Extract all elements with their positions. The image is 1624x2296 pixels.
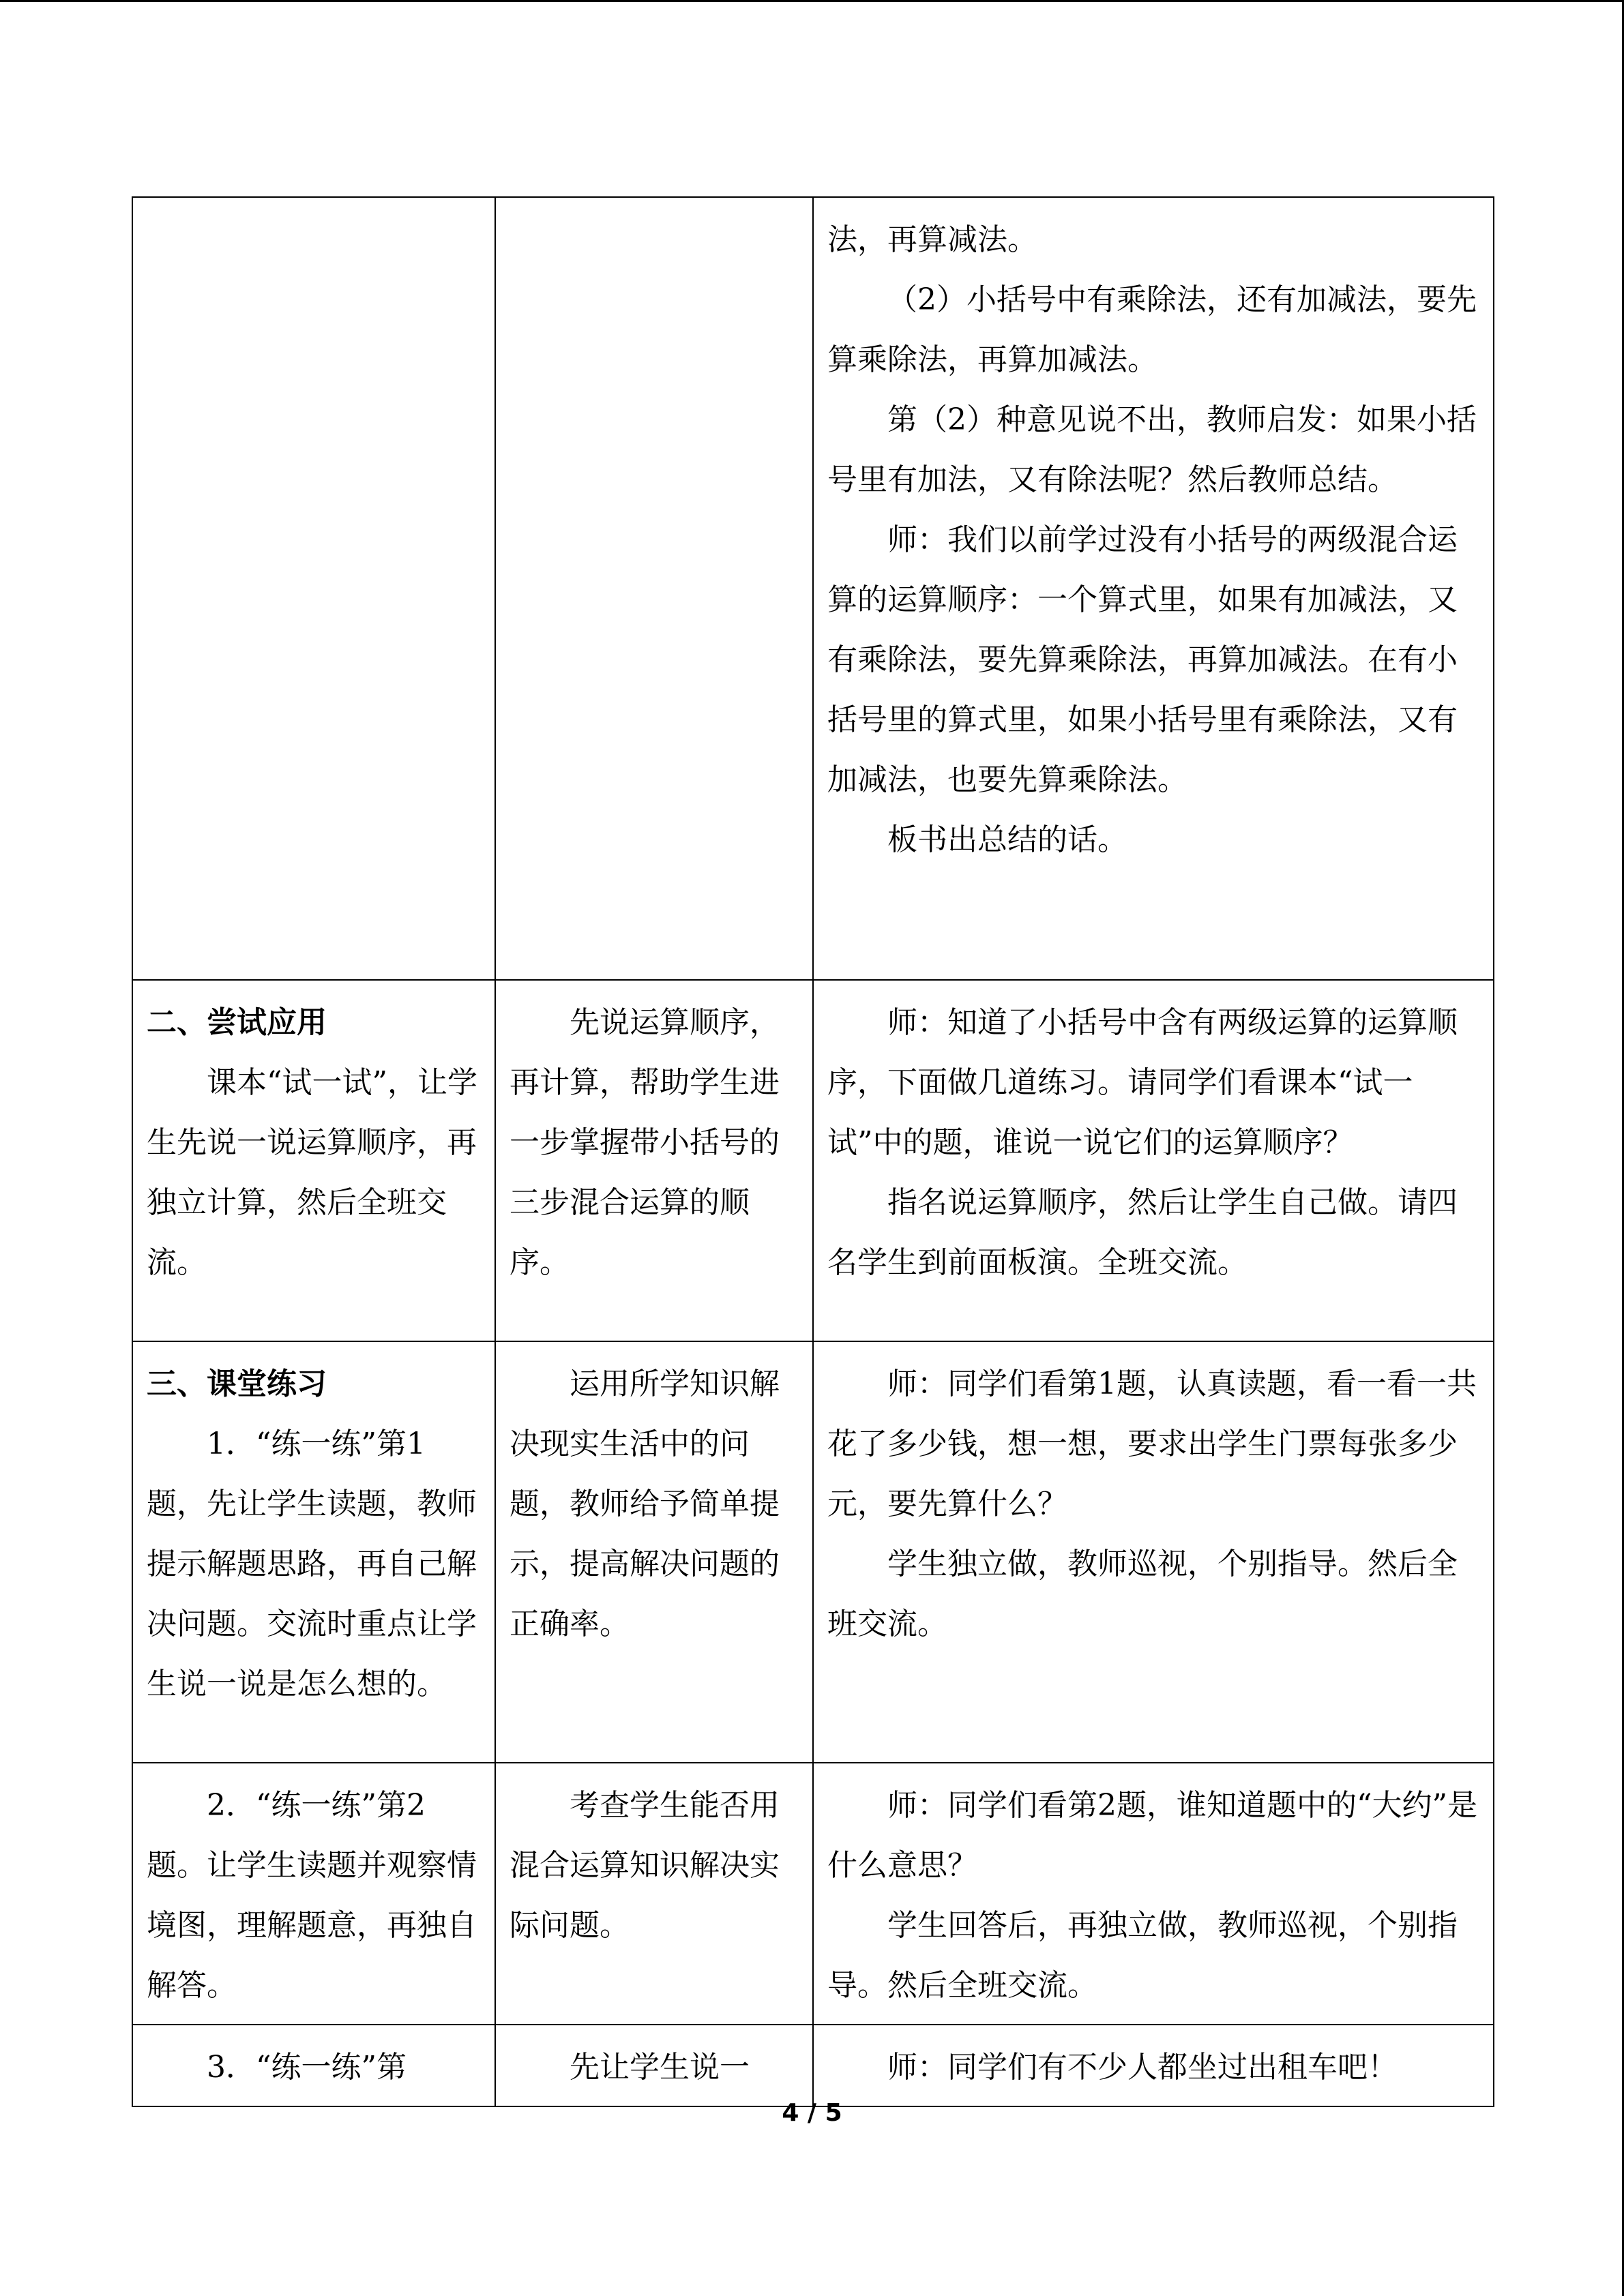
teacher-activity-cell — [813, 197, 1494, 980]
design-intent-cell — [495, 1763, 813, 2025]
teacher-activity-cell — [813, 1341, 1494, 1763]
teaching-process-cell — [132, 1341, 495, 1763]
table-row — [132, 980, 1494, 1341]
paragraph: 板书出总结的话。 — [887, 822, 1127, 857]
paragraph: 师：同学们看第2题，谁知道题中的“大约”是什么意思？ — [827, 1788, 1477, 1883]
table-row — [132, 1341, 1494, 1763]
teaching-process-cell — [132, 1763, 495, 2025]
paragraph: 1．“练一练”第1题，先让学生读题，教师提示解题思路，再自己解决问题。交流时重点让学生说一说是怎么想的。 — [147, 1427, 477, 1701]
paragraph: 课本“试一试”，让学生先说一说运算顺序，再独立计算，然后全班交流。 — [147, 1065, 477, 1280]
teaching-process-cell — [132, 2025, 495, 2106]
paragraph: 先让学生说一 — [570, 2050, 750, 2085]
paragraph: 2．“练一练”第2题。让学生读题并观察情境图，理解题意，再独自解答。 — [147, 1788, 477, 2003]
paragraph: 先说运算顺序，再计算，帮助学生进一步掌握带小括号的三步混合运算的顺序。 — [510, 1005, 780, 1280]
design-intent-cell — [495, 980, 813, 1341]
paragraph: 3．“练一练”第 — [207, 2050, 407, 2085]
paragraph: 学生独立做，教师巡视，个别指导。然后全班交流。 — [827, 1547, 1458, 1641]
teaching-process-cell — [132, 197, 495, 980]
section-heading: 二、尝试应用 — [147, 1005, 327, 1040]
paragraph: 师：同学们看第1题，认真读题，看一看一共花了多少钱，想一想，要求出学生门票每张多少元，要先算什么？ — [827, 1367, 1477, 1521]
paragraph: 法，再算减法。 — [827, 222, 1037, 257]
paragraph: 师：知道了小括号中含有两级运算的运算顺序，下面做几道练习。请同学们看课本“试一试”中的题，谁说一说它们的运算顺序？ — [827, 1005, 1458, 1160]
teacher-activity-cell — [813, 1763, 1494, 2025]
design-intent-cell — [495, 1341, 813, 1763]
paragraph: 指名说运算顺序，然后让学生自己做。请四名学生到前面板演。全班交流。 — [827, 1185, 1458, 1280]
lesson-plan-table — [132, 196, 1494, 2107]
section-heading: 三、课堂练习 — [147, 1367, 327, 1401]
paragraph: 师：我们以前学过没有小括号的两级混合运算的运算顺序：一个算式里，如果有加减法，又有乘除法，要先算乘除法，再算加减法。在有小括号里的算式里，如果小括号里有乘除法，又有加减法，也要先算乘除法。 — [827, 522, 1458, 797]
paragraph: 运用所学知识解决现实生活中的问题，教师给予简单提示，提高解决问题的正确率。 — [510, 1367, 780, 1641]
paragraph: 师：同学们有不少人都坐过出租车吧！ — [887, 2050, 1398, 2085]
paragraph: 学生回答后，再独立做，教师巡视，个别指导。然后全班交流。 — [827, 1908, 1458, 2003]
page-number: 4 / 5 — [782, 2099, 842, 2127]
paragraph: （2）小括号中有乘除法，还有加减法，要先算乘除法，再算加减法。 — [827, 282, 1477, 377]
design-intent-cell — [495, 197, 813, 980]
table-row — [132, 1763, 1494, 2025]
page-top-rule — [0, 0, 1624, 2]
teaching-process-cell — [132, 980, 495, 1341]
teacher-activity-cell — [813, 980, 1494, 1341]
paragraph: 第（2）种意见说不出，教师启发：如果小括号里有加法，又有除法呢？然后教师总结。 — [827, 402, 1477, 497]
paragraph: 考查学生能否用混合运算知识解决实际问题。 — [510, 1788, 780, 1943]
table-row — [132, 2025, 1494, 2106]
design-intent-cell — [495, 2025, 813, 2106]
teacher-activity-cell — [813, 2025, 1494, 2106]
table-row — [132, 197, 1494, 980]
